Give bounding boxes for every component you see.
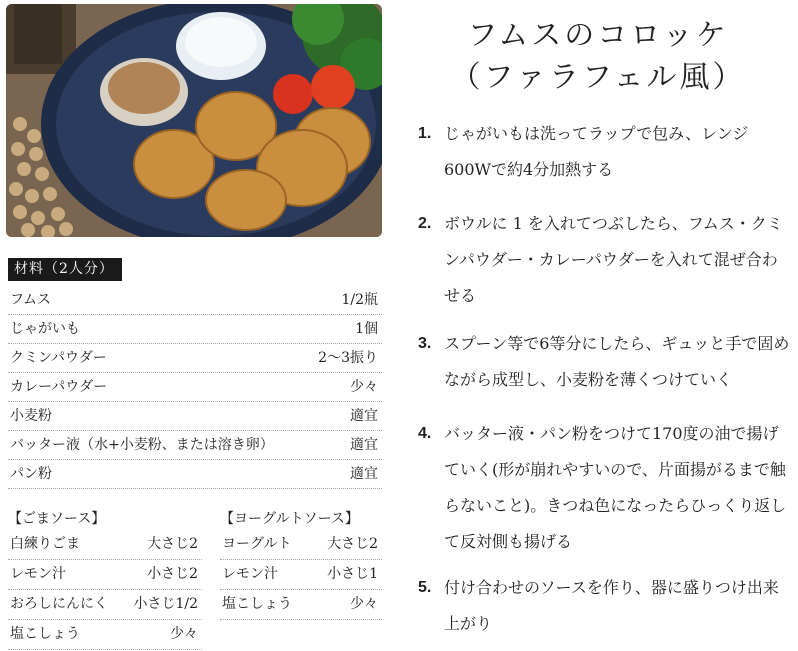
ingredient-name: パン粉 xyxy=(10,466,52,482)
ingredient-quantity: 2〜3振り xyxy=(318,350,378,366)
ingredient-row xyxy=(220,590,382,620)
sesame-sauce-table xyxy=(8,530,202,650)
croquette-plate-illustration xyxy=(6,4,382,237)
ingredient-row xyxy=(8,402,382,431)
step-number: 5. xyxy=(418,579,432,596)
ingredients-table xyxy=(8,286,382,489)
ingredient-row xyxy=(8,590,202,620)
ingredient-name: 塩こしょう xyxy=(10,626,80,642)
sesame-sauce-title: 【ごまソース】 xyxy=(8,511,106,527)
ingredient-quantity: 小さじ2 xyxy=(147,566,198,582)
ingredient-quantity: 1/2瓶 xyxy=(341,292,378,308)
ingredient-quantity: 大さじ2 xyxy=(327,536,378,552)
ingredient-quantity: 適宜 xyxy=(350,466,378,482)
ingredient-row xyxy=(8,431,382,460)
step-text: 付け合わせのソースを作り、器に盛りつけ出来上がり xyxy=(444,578,779,633)
ingredient-quantity: 適宜 xyxy=(350,437,378,453)
ingredient-name: ヨーグルト xyxy=(222,536,292,552)
ingredient-row xyxy=(220,530,382,560)
ingredient-row xyxy=(8,530,202,560)
step-text: バッター液・パン粉をつけて170度の油で揚げていく(形が崩れやすいので、片面揚がるまで触らないこと)。きつね色になったらひっくり返して反対側も揚げる xyxy=(444,424,787,551)
ingredient-name: フムス xyxy=(10,292,52,308)
dish-photo xyxy=(6,4,382,237)
ingredient-quantity: 少々 xyxy=(170,626,198,642)
ingredients-header: 材料（2人分） xyxy=(8,258,122,281)
ingredient-row xyxy=(8,460,382,489)
step-item xyxy=(418,570,793,642)
ingredient-row xyxy=(8,344,382,373)
step-number: 4. xyxy=(418,425,432,442)
ingredient-row xyxy=(220,560,382,590)
ingredient-row xyxy=(8,373,382,402)
step-item xyxy=(418,326,793,398)
recipe-title-line2: （ファラフェル風） xyxy=(450,60,746,95)
ingredient-row xyxy=(8,560,202,590)
ingredient-name: バッター液（水+小麦粉、または溶き卵） xyxy=(10,437,274,453)
ingredient-name: じゃがいも xyxy=(10,321,80,337)
step-number: 3. xyxy=(418,335,432,352)
step-item xyxy=(418,416,793,560)
step-number: 1. xyxy=(418,125,432,142)
ingredient-row xyxy=(8,286,382,315)
step-item xyxy=(418,206,793,314)
step-text: じゃがいもは洗ってラップで包み、レンジ600Wで約4分加熱する xyxy=(444,124,749,179)
step-text: スプーン等で6等分にしたら、ギュッと手で固めながら成型し、小麦粉を薄くつけていく xyxy=(444,334,790,389)
ingredient-name: クミンパウダー xyxy=(10,350,107,366)
ingredient-name: 小麦粉 xyxy=(10,408,52,424)
ingredient-quantity: 少々 xyxy=(350,596,378,612)
ingredient-quantity: 適宜 xyxy=(350,408,378,424)
ingredient-name: カレーパウダー xyxy=(10,379,108,395)
ingredient-name: レモン汁 xyxy=(222,566,278,582)
ingredient-name: 白練りごま xyxy=(10,536,80,552)
recipe-title-line1: フムスのコロッケ xyxy=(467,18,729,53)
step-text: ボウルに 1 を入れてつぶしたら、フムス・クミンパウダー・カレーパウダーを入れて混ぜ合わせる xyxy=(444,214,783,305)
ingredient-name: レモン汁 xyxy=(10,566,66,582)
ingredient-row xyxy=(8,620,202,650)
ingredient-quantity: 大さじ2 xyxy=(147,536,198,552)
ingredient-name: 塩こしょう xyxy=(222,596,292,612)
ingredient-quantity: 1個 xyxy=(355,321,378,337)
ingredient-row xyxy=(8,315,382,344)
yogurt-sauce-title: 【ヨーグルトソース】 xyxy=(220,511,359,527)
ingredient-quantity: 少々 xyxy=(350,379,378,395)
ingredient-name: おろしにんにく xyxy=(10,596,108,612)
step-number: 2. xyxy=(418,215,432,232)
ingredient-quantity: 小さじ1/2 xyxy=(133,596,198,612)
step-item xyxy=(418,116,793,188)
yogurt-sauce-table xyxy=(220,530,382,620)
ingredient-quantity: 小さじ1 xyxy=(327,566,378,582)
